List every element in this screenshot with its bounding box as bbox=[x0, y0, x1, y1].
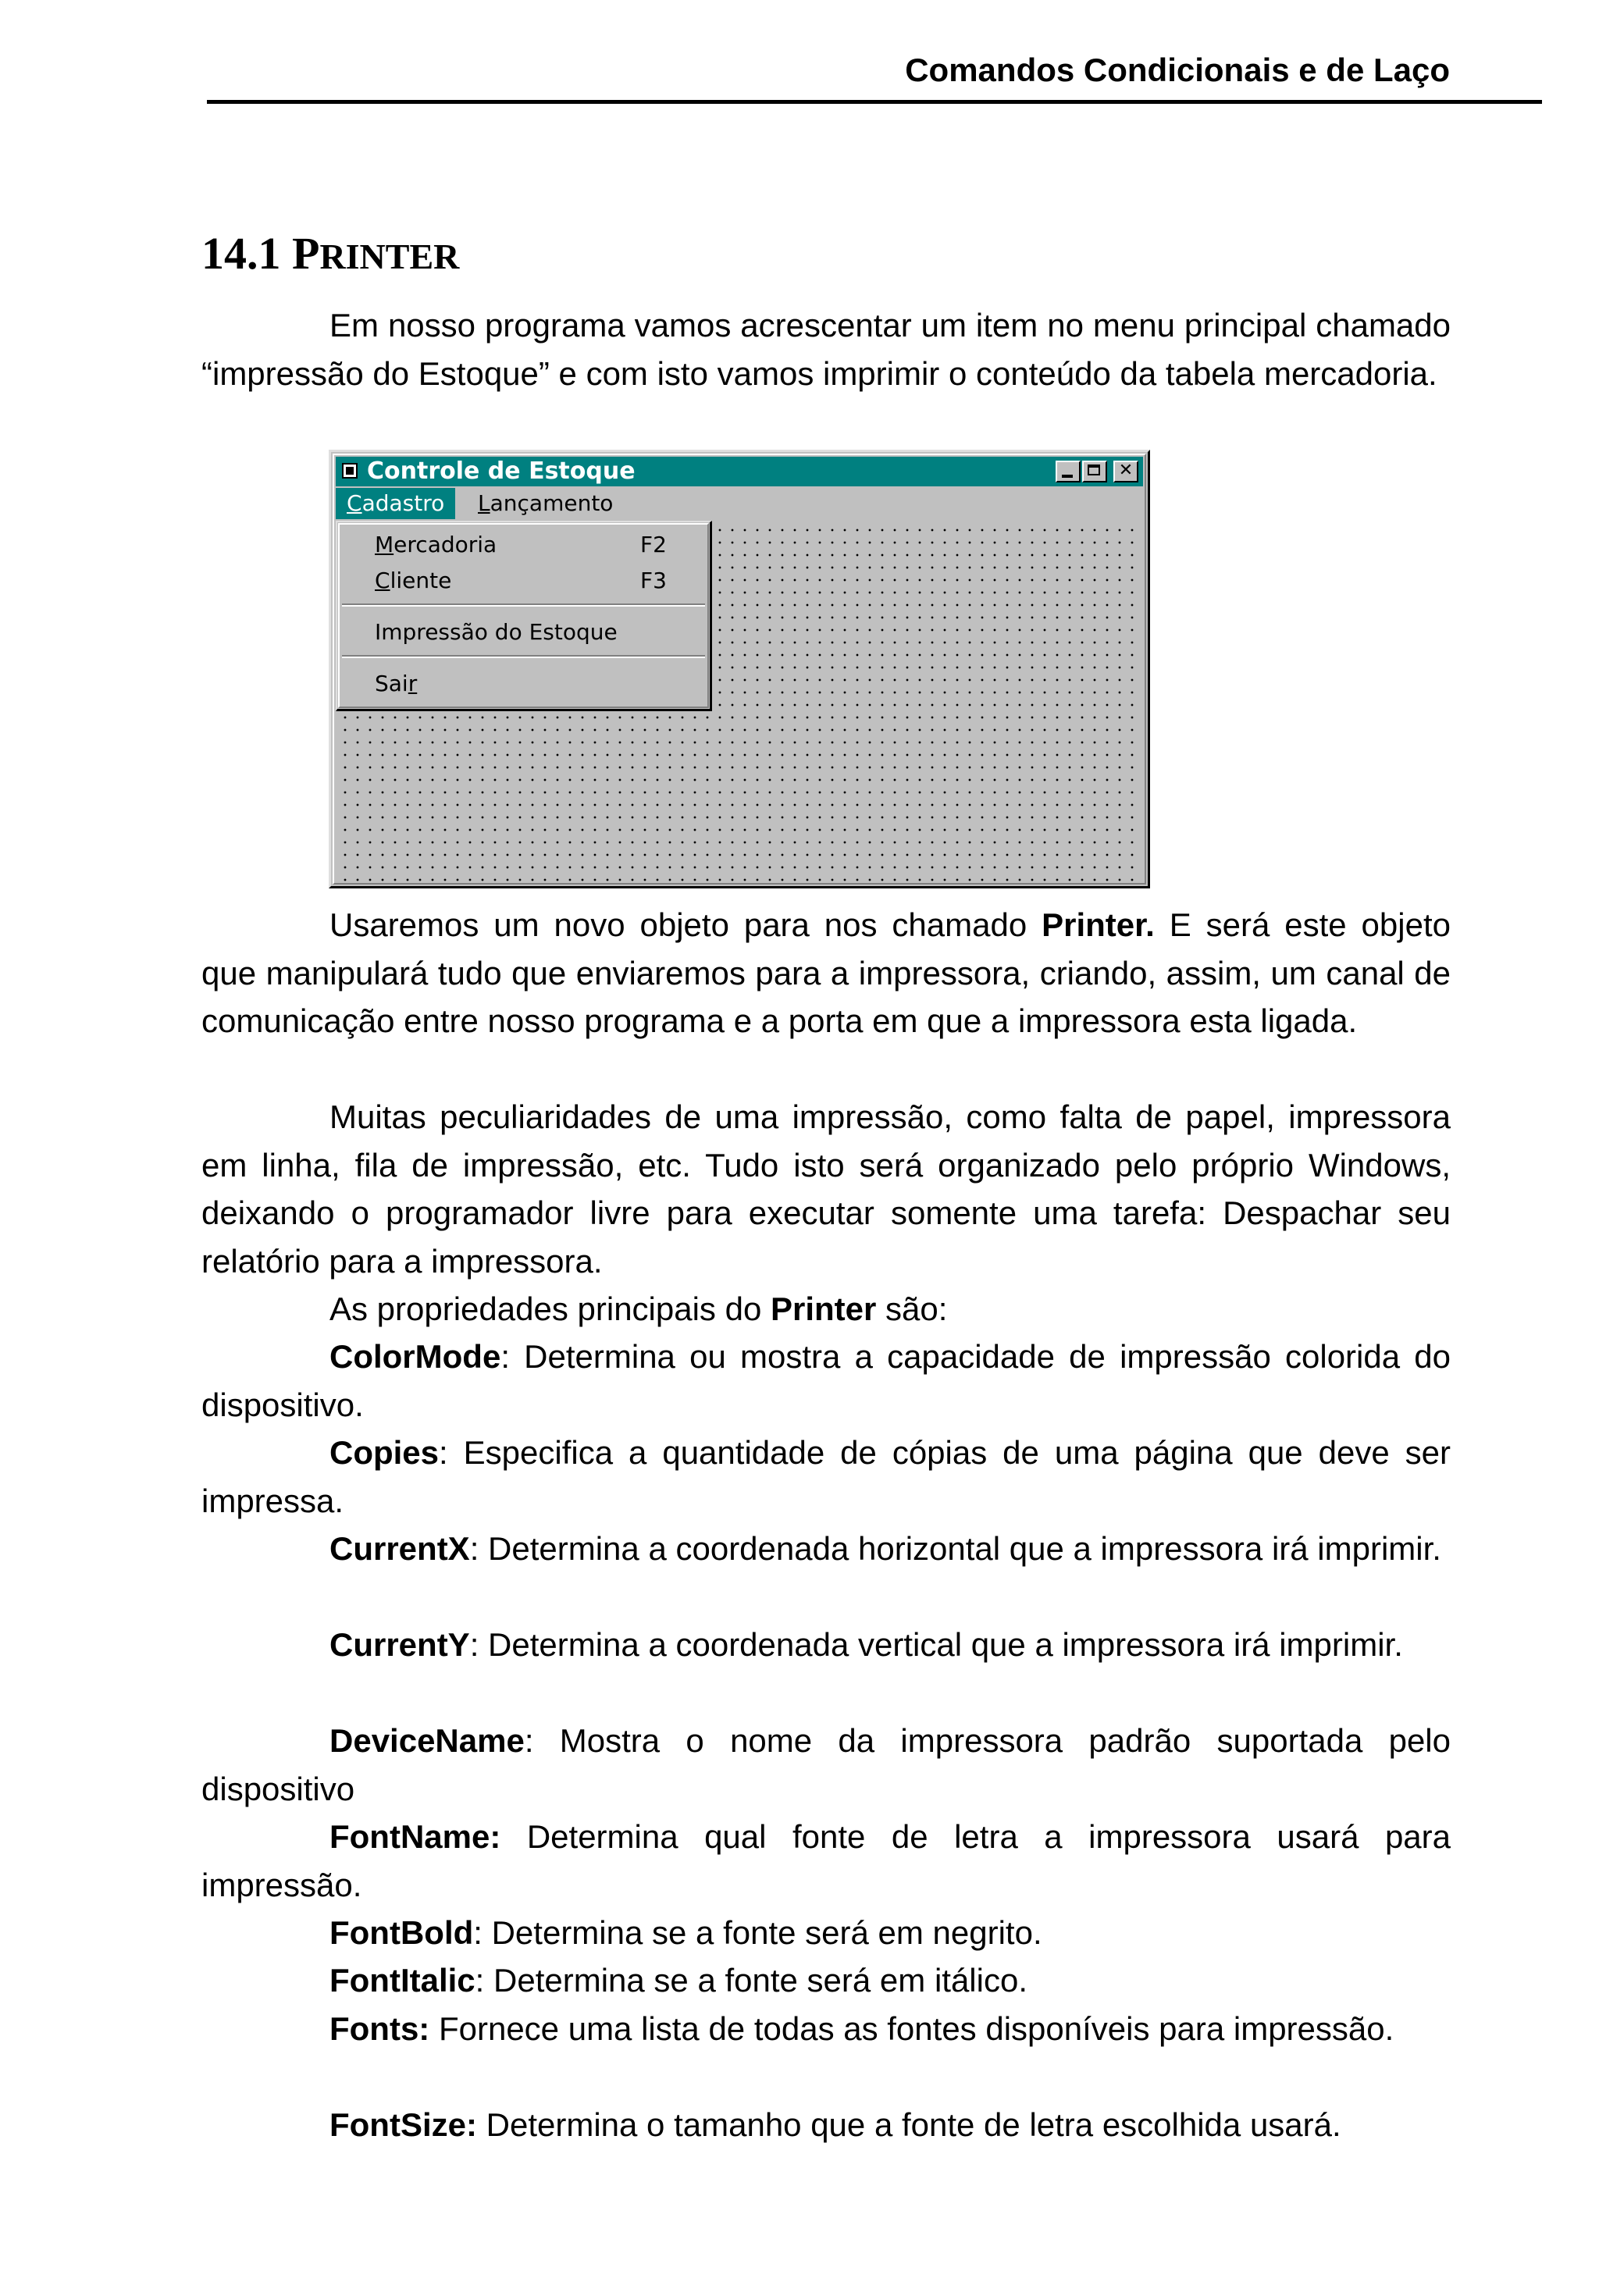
menu-lancamento-mnemonic: L bbox=[478, 490, 490, 516]
menu-separator bbox=[342, 603, 705, 607]
property-name: FontName: bbox=[329, 1818, 501, 1855]
close-icon[interactable]: ✕ bbox=[1113, 461, 1138, 482]
p1-text-a: Usaremos um novo objeto para nos chamado bbox=[329, 906, 1042, 943]
property-name: CurrentY bbox=[329, 1626, 470, 1663]
property-name: DeviceName bbox=[329, 1722, 525, 1759]
property-fontname bbox=[201, 1813, 1451, 1909]
p3-text-a: As propriedades principais do bbox=[329, 1290, 771, 1327]
section-title-initial: P bbox=[292, 228, 320, 279]
property-fontbold bbox=[201, 1909, 1451, 1957]
intro-paragraph: Em nosso programa vamos acrescentar um item no menu principal chamado “impressão do Estoque” e com isto vamos imprimir o conteúdo da tabela mercadoria. bbox=[201, 307, 1451, 392]
menu-bar bbox=[336, 488, 1143, 521]
property-currenty bbox=[201, 1621, 1451, 1669]
property-desc: : Determina a coordenada vertical que a impressora irá imprimir. bbox=[469, 1626, 1403, 1663]
p1-text-b: E será este objeto que manipulará tudo que enviaremos para a impressora, criando, assim, um canal de comunicação entre nosso programa e a porta em que a impressora esta ligada. bbox=[201, 906, 1451, 1039]
mercadoria-shortcut: F2 bbox=[640, 532, 667, 557]
app-window-screenshot bbox=[329, 450, 1150, 888]
property-copies bbox=[201, 1429, 1451, 1525]
window-title: Controle de Estoque bbox=[367, 457, 636, 485]
property-name: Copies bbox=[329, 1434, 440, 1471]
paragraph-printer-object bbox=[201, 901, 1451, 1045]
property-desc: : Mostra o nome da impressora padrão suportada pelo dispositivo bbox=[201, 1722, 1451, 1807]
cliente-shortcut: F3 bbox=[640, 568, 667, 593]
cadastro-dropdown-menu bbox=[336, 521, 712, 711]
property-desc: : Especifica a quantidade de cópias de uma página que deve ser impressa. bbox=[201, 1434, 1451, 1519]
property-name: CurrentX bbox=[329, 1530, 470, 1567]
property-fontsize bbox=[201, 2101, 1451, 2149]
property-name: FontSize: bbox=[329, 2106, 477, 2143]
property-name: ColorMode bbox=[329, 1338, 501, 1375]
paragraph-propriedades bbox=[201, 1285, 1451, 1333]
minimize-icon[interactable] bbox=[1056, 461, 1081, 482]
menu-cadastro[interactable] bbox=[336, 488, 455, 519]
menu-separator bbox=[342, 655, 705, 658]
section-number: 14.1 bbox=[201, 228, 281, 279]
cliente-label: liente bbox=[390, 568, 452, 593]
running-header: Comandos Condicionais e de Laço bbox=[905, 52, 1450, 88]
menu-item-impressao[interactable]: Impressão do Estoque bbox=[375, 619, 618, 645]
property-desc: : Determina ou mostra a capacidade de impressão colorida do dispositivo. bbox=[201, 1338, 1451, 1423]
menu-cadastro-label: adastro bbox=[361, 490, 445, 516]
menu-cadastro-mnemonic: C bbox=[347, 490, 362, 516]
maximize-icon[interactable] bbox=[1082, 461, 1107, 482]
menu-lancamento[interactable] bbox=[467, 488, 624, 519]
title-bar bbox=[336, 457, 1143, 486]
menu-lancamento-label: ançamento bbox=[490, 490, 614, 516]
app-icon bbox=[342, 463, 358, 479]
section-heading bbox=[201, 226, 459, 284]
paragraph-peculiaridades: Muitas peculiaridades de uma impressão, como falta de papel, impressora em linha, fila de impressão, etc. Tudo isto será organizado pelo próprio Windows, deixando o programador livre para executar somente uma tarefa: Despachar seu relatório para a impressora. bbox=[201, 1098, 1451, 1280]
menu-item-cliente[interactable] bbox=[375, 568, 451, 594]
section-title-rest: RINTER bbox=[319, 237, 460, 276]
property-devicename bbox=[201, 1717, 1451, 1813]
sair-label: Sai bbox=[375, 671, 408, 696]
p1-bold: Printer. bbox=[1042, 906, 1155, 943]
property-desc: Fornece uma lista de todas as fontes disponíveis para impressão. bbox=[429, 2010, 1394, 2047]
property-colormode bbox=[201, 1333, 1451, 1429]
menu-item-mercadoria[interactable] bbox=[375, 532, 497, 558]
cliente-mnemonic: C bbox=[375, 568, 390, 593]
property-desc: : Determina se a fonte será em itálico. bbox=[475, 1962, 1027, 1999]
property-desc: Determina o tamanho que a fonte de letra escolhida usará. bbox=[476, 2106, 1341, 2143]
menu-item-sair[interactable] bbox=[375, 671, 417, 697]
property-currentx bbox=[201, 1525, 1451, 1573]
sair-mnemonic: r bbox=[408, 671, 418, 696]
p3-text-b: são: bbox=[876, 1290, 948, 1327]
property-name: Fonts: bbox=[329, 2010, 430, 2047]
property-desc: : Determina a coordenada horizontal que a impressora irá imprimir. bbox=[469, 1530, 1441, 1567]
property-name: FontItalic bbox=[329, 1962, 475, 1999]
property-fontitalic bbox=[201, 1956, 1451, 2005]
p3-bold: Printer bbox=[771, 1290, 877, 1327]
property-desc: Determina qual fonte de letra a impressora usará para impressão. bbox=[201, 1818, 1451, 1903]
mercadoria-mnemonic: M bbox=[375, 532, 394, 557]
header-rule bbox=[207, 100, 1542, 104]
property-desc: : Determina se a fonte será em negrito. bbox=[473, 1914, 1042, 1951]
property-fonts bbox=[201, 2005, 1451, 2053]
mercadoria-label: ercadoria bbox=[394, 532, 497, 557]
property-name: FontBold bbox=[329, 1914, 474, 1951]
